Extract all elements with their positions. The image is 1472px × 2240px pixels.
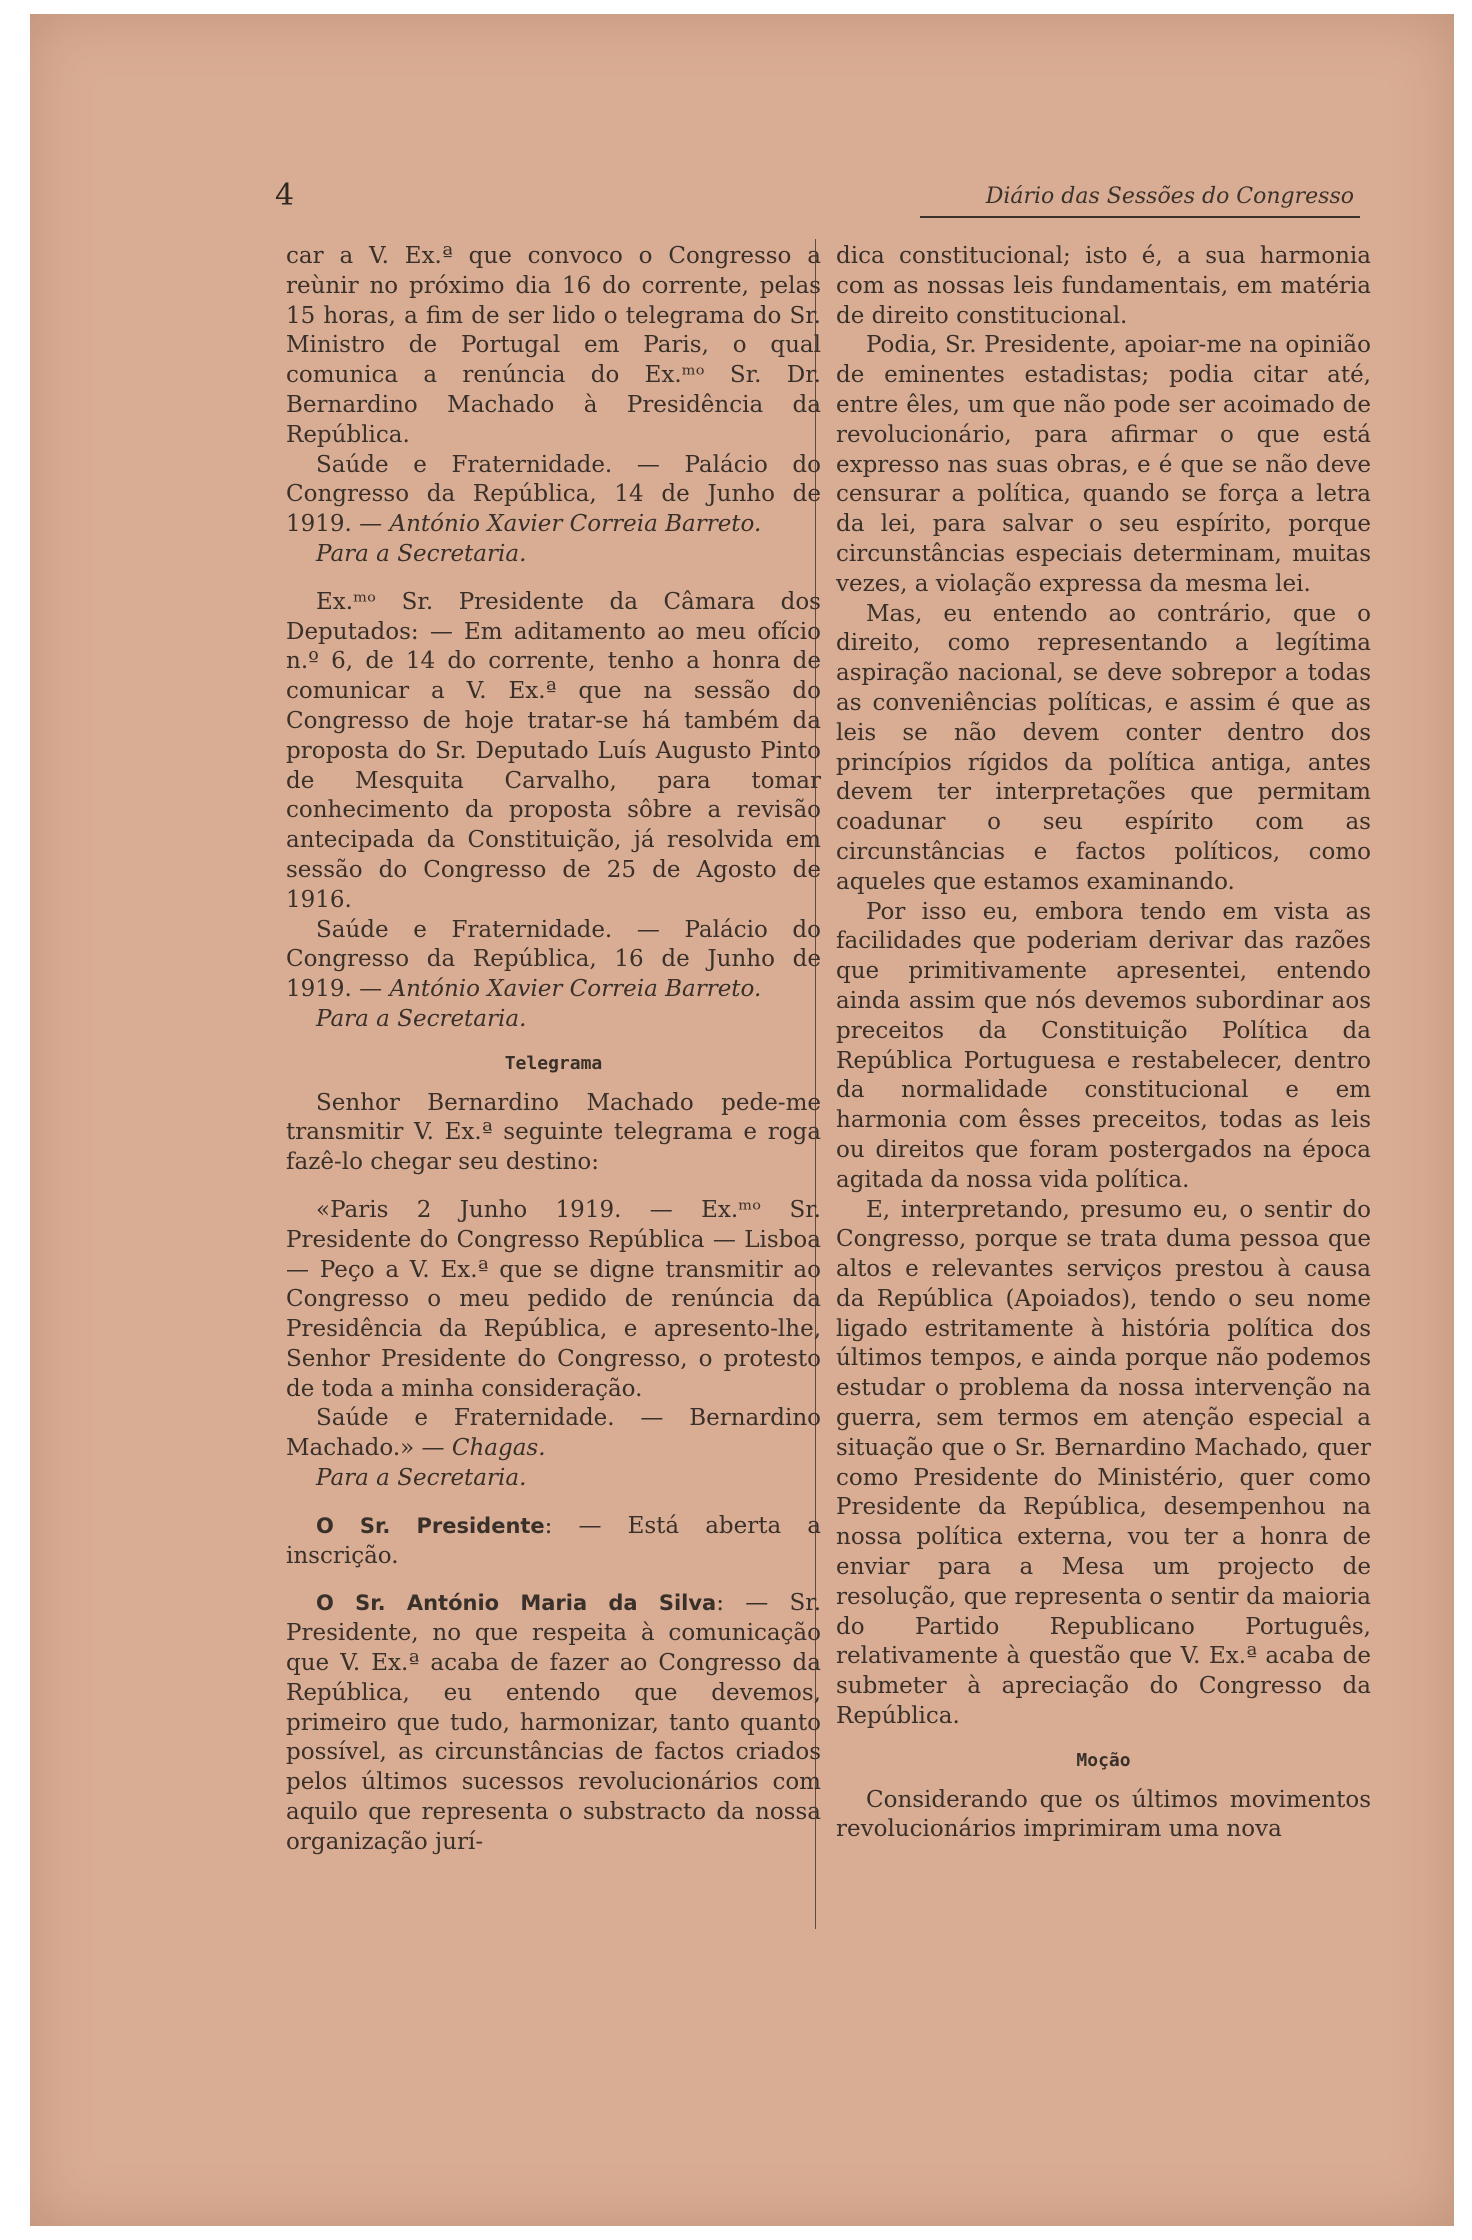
paragraph: Considerando que os últimos movimentos revolucionários imprimiram uma nova (836, 1786, 1371, 1843)
routing-note: Para a Secretaria. (316, 540, 527, 567)
paragraph (286, 916, 821, 1005)
paragraph: dica constitucional; isto é, a sua harmonia com as nossas leis fundamentais, em matéria de direito constitucional. (836, 243, 1371, 329)
signature: Chagas. (451, 1435, 546, 1462)
speech-text: : — Sr. Presidente, no que respeita à comunicação que V. Ex.ª acaba de fazer ao Congresso da República, eu entendo que devemos, primeiro que tudo, harmonizar, tanto quanto possível, as circunstâncias de factos criados pelos últimos sucessos revolucionários com aquilo que representa o substracto da nossa organização jurí- (286, 1590, 822, 1855)
paragraph-text: Saúde e Fraternidade. — Palácio do Congresso da República, 14 de Junho de 1919. — (286, 451, 821, 538)
paragraph (286, 1404, 821, 1464)
paragraph-text: Saúde e Fraternidade. — Bernardino Machado.» — (286, 1405, 821, 1462)
paragraph-text: Saúde e Fraternidade. — Palácio do Congresso da República, 16 de Junho de 1919. — (286, 916, 821, 1003)
section-title-motion: Moção (1076, 1749, 1131, 1771)
header-rule (920, 216, 1360, 218)
speaker-name: O Sr. António Maria da Silva (316, 1591, 717, 1616)
paragraph: E, interpretando, presumo eu, o sentir do Congresso, porque se trata duma pessoa que altos e relevantes serviços prestou à causa da República (Apoiados), tendo o seu nome ligado estritamente à história política dos últimos tempos, e ainda porque não podemos estudar o problema da nossa intervenção na guerra, sem termos em atenção especial a situação que o Sr. Bernardino Machado, quer como Presidente do Ministério, quer como Presidente da República, desempenhou na nossa política externa, vou ter a honra de enviar para a Mesa um projecto de resolução, que representa o sentir da maioria do Partido Republicano Português, relativamente à questão que V. Ex.ª acaba de submeter à apreciação do Congresso da República. (836, 1196, 1371, 1730)
journal-title: Diário das Sessões do Congresso (985, 184, 1354, 209)
right-column (836, 242, 1371, 1845)
paragraph: Senhor Bernardino Machado pede-me transmitir V. Ex.ª seguinte telegrama e roga fazê-lo chegar seu destino: (286, 1089, 821, 1176)
document-page (30, 14, 1454, 2226)
speech-text: : — Está aberta a inscrição. (286, 1512, 821, 1569)
paragraph: Por isso eu, embora tendo em vista as facilidades que poderiam derivar das razões que primitivamente apresentei, entendo ainda assim que nós devemos subordinar aos preceitos da Constituição Política da República Portuguesa e restabelecer, dentro da normalidade constitucional e em harmonia com êsses preceitos, todas as leis ou direitos que foram postergados na época agitada da nossa vida política. (836, 898, 1371, 1193)
page-number: 4 (275, 178, 295, 213)
section-title-telegram: Telegrama (504, 1052, 603, 1074)
speech (286, 1589, 821, 1857)
routing-note: Para a Secretaria. (316, 1465, 527, 1492)
telegram-text: «Paris 2 Junho 1919. — Ex.ᵐᵒ Sr. Presidente do Congresso República — Lisboa — Peço a V. Ex.ª que se digne transmitir ao Congresso o meu pedido de renúncia da Presidência da República, e apresento-lhe, Senhor Presidente do Congresso, o protesto de toda a minha consideração. (286, 1196, 821, 1402)
paragraph: Podia, Sr. Presidente, apoiar-me na opinião de eminentes estadistas; podia citar até, entre êles, um que não pode ser acoimado de revolucionário, para afirmar o que está expresso nas suas obras, e é que se não deve censurar a política, quando se força a letra da lei, para salvar o seu espírito, porque circunstâncias especiais determinam, muitas vezes, a violação expressa da mesma lei. (836, 332, 1371, 597)
paragraph: Mas, eu entendo ao contrário, que o direito, como representando a legítima aspiração nacional, se deve sobrepor a todas as conveniências políticas, e assim é que as leis se não devem conter dentro dos princípios rígidos da política antiga, antes devem ter interpretações que permitam coadunar o seu espírito com as circunstâncias e factos políticos, como aqueles que estamos examinando. (836, 600, 1371, 895)
speaker-name: O Sr. Presidente (316, 1513, 545, 1538)
routing-note: Para a Secretaria. (316, 1005, 527, 1032)
page-header (275, 174, 1360, 214)
paragraph (286, 451, 821, 540)
signature: António Xavier Correia Barreto. (389, 511, 762, 538)
left-column (286, 242, 821, 1858)
paragraph: car a V. Ex.ª que convoco o Congresso a reùnir no próximo dia 16 do corrente, pelas 15 horas, a fim de ser lido o telegrama do Sr. Ministro de Portugal em Paris, o qual comunica a renúncia do Ex.ᵐᵒ Sr. Dr. Bernardino Machado à Presidência da República. (286, 243, 821, 448)
signature: António Xavier Correia Barreto. (389, 976, 762, 1003)
paragraph: Ex.ᵐᵒ Sr. Presidente da Câmara dos Deputados: — Em aditamento ao meu ofício n.º 6, de 14 do corrente, tenho a honra de comunicar a V. Ex.ª que na sessão do Congresso de hoje tratar-se há também da proposta do Sr. Deputado Luís Augusto Pinto de Mesquita Carvalho, para tomar conhecimento da proposta sôbre a revisão antecipada da Constituição, já resolvida em sessão do Congresso de 25 de Agosto de 1916. (286, 588, 821, 913)
speech (286, 1512, 821, 1572)
